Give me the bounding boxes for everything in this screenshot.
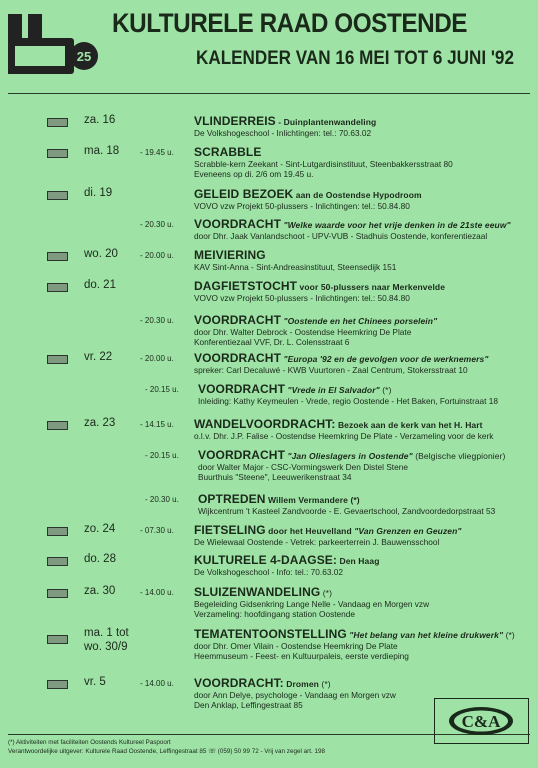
event-details — [194, 417, 530, 441]
event-time: - 14.15 u. — [140, 420, 174, 429]
event-details — [198, 492, 534, 516]
event-info-line: VOVO vzw Projekt 50-plussers - Inlichtingen: tel.: 50.84.80 — [194, 293, 410, 303]
event-quote: "Het belang van het kleine drukwerk" — [346, 630, 504, 640]
event-quote: "Europa '92 en de gevolgen voor de werknemers" — [281, 354, 489, 364]
event-subtitle: Bezoek aan de kerk van het H. Hart — [335, 420, 483, 430]
event-details — [194, 553, 530, 577]
event-subtitle: door het Heuvelland — [265, 526, 352, 536]
event-date: di. 19 — [84, 187, 113, 199]
date-marker-icon — [47, 283, 68, 292]
event-subtitle: voor 50-plussers naar Merkenvelde — [297, 282, 446, 292]
event-title — [198, 448, 534, 462]
event-details — [198, 382, 534, 406]
event-title — [194, 676, 530, 690]
date-marker-icon — [47, 191, 68, 200]
event-time: - 20.00 u. — [140, 251, 174, 260]
event-date: do. 28 — [84, 553, 116, 565]
event-time: - 14.00 u. — [140, 588, 174, 597]
date-marker-icon — [47, 635, 68, 644]
event-info-line: VOVO vzw Projekt 50-plussers - Inlichtingen: tel.: 50.84.80 — [194, 201, 410, 211]
event-title-main: KULTURELE 4-DAAGSE: — [194, 553, 338, 567]
event-details — [194, 145, 530, 180]
event-info-line: Buurthuis "Steene", Leeuwerikenstraat 34 — [198, 472, 352, 483]
event-info-line: o.l.v. Dhr. J.P. Falise - Oostendse Heemkring De Plate - Verzameling voor de kerk — [194, 431, 494, 441]
event-title — [194, 417, 530, 431]
event-subtitle: - Duinplantenwandeling — [275, 117, 377, 127]
event-title-main: SLUIZENWANDELING — [194, 585, 321, 599]
event-details — [194, 523, 530, 547]
event-title-main: GELEID BEZOEK — [194, 187, 294, 201]
event-time: - 20.15 u. — [145, 385, 179, 394]
event-title-main: MEIVIERING — [194, 248, 266, 262]
date-marker-icon — [47, 355, 68, 364]
event-details — [194, 279, 530, 303]
event-date: za. 23 — [84, 417, 116, 429]
event-title — [194, 217, 530, 231]
event-date: ma. 1 tot — [84, 627, 129, 639]
event-details — [194, 217, 530, 241]
event-note: (*) — [320, 588, 332, 598]
event-quote: "Vrede in El Salvador" — [285, 385, 380, 395]
footer-publisher: Verantwoordelijke uitgever: Kulturele Raad Oostende, Leffingestraat 85 ☏ (059) 50 99 72 - Vrij van zegel art. 198 — [8, 747, 325, 755]
event-note: (Belgische vliegpionier) — [412, 451, 506, 461]
event-details — [194, 114, 530, 138]
event-title — [194, 187, 530, 201]
event-title — [198, 382, 534, 396]
event-info-line: De Wielewaal Oostende - Vetrek: parkeerterrein J. Bauwensschool — [194, 537, 440, 547]
event-title — [194, 627, 530, 641]
event-note: (*) — [503, 630, 515, 640]
event-info-line: Wijkcentrum 't Kasteel Zandvoorde - E. Gevaertschool, Zandvoordedorpstraat 53 — [198, 506, 496, 516]
event-info-line: Heemmuseum - Feest- en Kultuurpaleis, eerste verdieping — [194, 651, 409, 662]
page-subtitle: KALENDER VAN 16 MEI TOT 6 JUNI '92 — [196, 48, 514, 69]
event-date: vr. 22 — [84, 351, 113, 363]
event-info-line: Den Anklap, Leffingestraat 85 — [194, 700, 303, 711]
footer-note: (*) Aktiviteiten met faciliteiten Oostends Kultureel Paspoort — [8, 739, 171, 746]
event-note: (*) — [379, 385, 392, 395]
event-title-main: VOORDRACHT — [198, 382, 285, 396]
event-date-end: wo. 30/9 — [84, 641, 128, 653]
event-title — [194, 523, 530, 537]
event-title-main: SCRABBLE — [194, 145, 262, 159]
event-subtitle: Willem Vermandere (*) — [265, 495, 360, 505]
event-date: za. 30 — [84, 585, 116, 597]
event-quote: "Welke waarde voor het vrije denken in de 21ste eeuw" — [281, 220, 511, 230]
event-title — [194, 313, 530, 327]
event-info-line: door Dhr. Jaak Vanlandschoot - UPV-VUB - Stadhuis Oostende, konferentiezaal — [194, 231, 488, 241]
event-time: - 20.30 u. — [140, 220, 174, 229]
event-info-line: door Walter Major - CSC-Vormingswerk Den Distel Stene — [198, 462, 408, 472]
event-info-line: Inleiding: Kathy Keymeulen - Vrede, regio Oostende - Het Baken, Fortuinstraat 18 — [198, 396, 498, 406]
event-details — [194, 585, 530, 620]
event-details — [194, 627, 530, 662]
event-quote: "Jan Olieslagers in Oostende" — [285, 451, 413, 461]
event-date: za. 16 — [84, 114, 116, 126]
event-title-main: TEMATENTOONSTELLING — [194, 627, 347, 641]
date-marker-icon — [47, 252, 68, 261]
event-title — [194, 351, 530, 365]
event-title — [198, 492, 534, 506]
event-info-line: Begeleiding Gidsenkring Lange Nelle - Vandaag en Morgen vzw — [194, 599, 430, 609]
event-title-main: DAGFIETSTOCHT — [194, 279, 298, 293]
event-details — [194, 248, 530, 272]
event-title — [194, 553, 530, 567]
event-quote: "Van Grenzen en Geuzen" — [351, 526, 462, 536]
event-title-main: FIETSELING — [194, 523, 266, 537]
event-title-main: WANDELVOORDRACHT: — [194, 417, 336, 431]
event-info-line: door Dhr. Omer Vilain - Oostendse Heemkring De Plate — [194, 641, 398, 651]
event-title-main: VOORDRACHT: — [194, 676, 284, 690]
event-title — [194, 114, 530, 128]
event-info-line: De Volkshogeschool - Info: tel.: 70.63.02 — [194, 567, 343, 577]
event-info-line: Scrabble-kern Zeekant - Sint-Lutgardisinstituut, Steenbakkersstraat 80 — [194, 159, 453, 169]
event-date: ma. 18 — [84, 145, 120, 157]
event-title — [194, 248, 530, 262]
event-date: wo. 20 — [84, 248, 118, 260]
event-info-line: De Volkshogeschool - Inlichtingen: tel.: 70.63.02 — [194, 128, 372, 138]
event-date: zo. 24 — [84, 523, 116, 535]
date-marker-icon — [47, 118, 68, 127]
sponsor-box — [434, 698, 529, 744]
footer — [8, 739, 325, 756]
event-details — [198, 448, 534, 483]
event-note: (*) — [318, 679, 331, 689]
event-time: - 19.45 u. — [140, 148, 174, 157]
event-quote: "Oostende en het Chinees porselein" — [281, 316, 438, 326]
event-date: vr. 5 — [84, 676, 106, 688]
event-time: - 20.30 u. — [140, 316, 174, 325]
logo-number: 25 — [76, 49, 92, 64]
event-info-line: spreker: Carl Decaluwé - KWB Vuurtoren - Zaal Centrum, Stokersstraat 10 — [194, 365, 468, 375]
event-details — [194, 187, 530, 211]
event-details — [194, 313, 530, 348]
event-time: - 20.00 u. — [140, 354, 174, 363]
event-subtitle: Den Haag — [337, 556, 380, 566]
header-divider — [8, 93, 530, 94]
date-marker-icon — [47, 589, 68, 598]
ca-logo — [447, 705, 515, 737]
event-info-line: Verzameling: hoofdingang station Oostende — [194, 609, 355, 620]
event-title — [194, 279, 530, 293]
sponsor-name: C&A — [461, 712, 501, 731]
event-time: - 20.15 u. — [145, 451, 179, 460]
date-marker-icon — [47, 557, 68, 566]
event-title — [194, 145, 530, 159]
event-title-main: VLINDERREIS — [194, 114, 276, 128]
event-time: - 20.30 u. — [145, 495, 179, 504]
event-time: - 14.00 u. — [140, 679, 174, 688]
event-date: do. 21 — [84, 279, 116, 291]
date-marker-icon — [47, 421, 68, 430]
date-marker-icon — [47, 149, 68, 158]
event-details — [194, 351, 530, 375]
event-title-main: VOORDRACHT — [194, 217, 281, 231]
event-info-line: Eveneens op di. 2/6 om 19.45 u. — [194, 169, 314, 180]
event-subtitle: Dromen — [283, 679, 319, 689]
page-title: KULTURELE RAAD OOSTENDE — [112, 8, 468, 38]
date-marker-icon — [47, 680, 68, 689]
event-title-main: VOORDRACHT — [198, 448, 285, 462]
event-info-line: door Ann Delye, psychologe - Vandaag en Morgen vzw — [194, 690, 396, 700]
event-info-line: door Dhr. Walter Debrock - Oostendse Heemkring De Plate — [194, 327, 412, 337]
date-marker-icon — [47, 527, 68, 536]
event-info-line: Konferentiezaal VVF, Dr. L. Colensstraat 6 — [194, 337, 350, 348]
event-title-main: OPTREDEN — [198, 492, 266, 506]
event-time: - 07.30 u. — [140, 526, 174, 535]
event-title-main: VOORDRACHT — [194, 313, 281, 327]
event-info-line: KAV Sint-Anna - Sint-Andreasinstituut, Steensedijk 151 — [194, 262, 397, 272]
event-title — [194, 585, 530, 599]
kulturele-raad-logo — [6, 10, 102, 82]
event-subtitle: aan de Oostendse Hypodroom — [293, 190, 422, 200]
event-title-main: VOORDRACHT — [194, 351, 281, 365]
